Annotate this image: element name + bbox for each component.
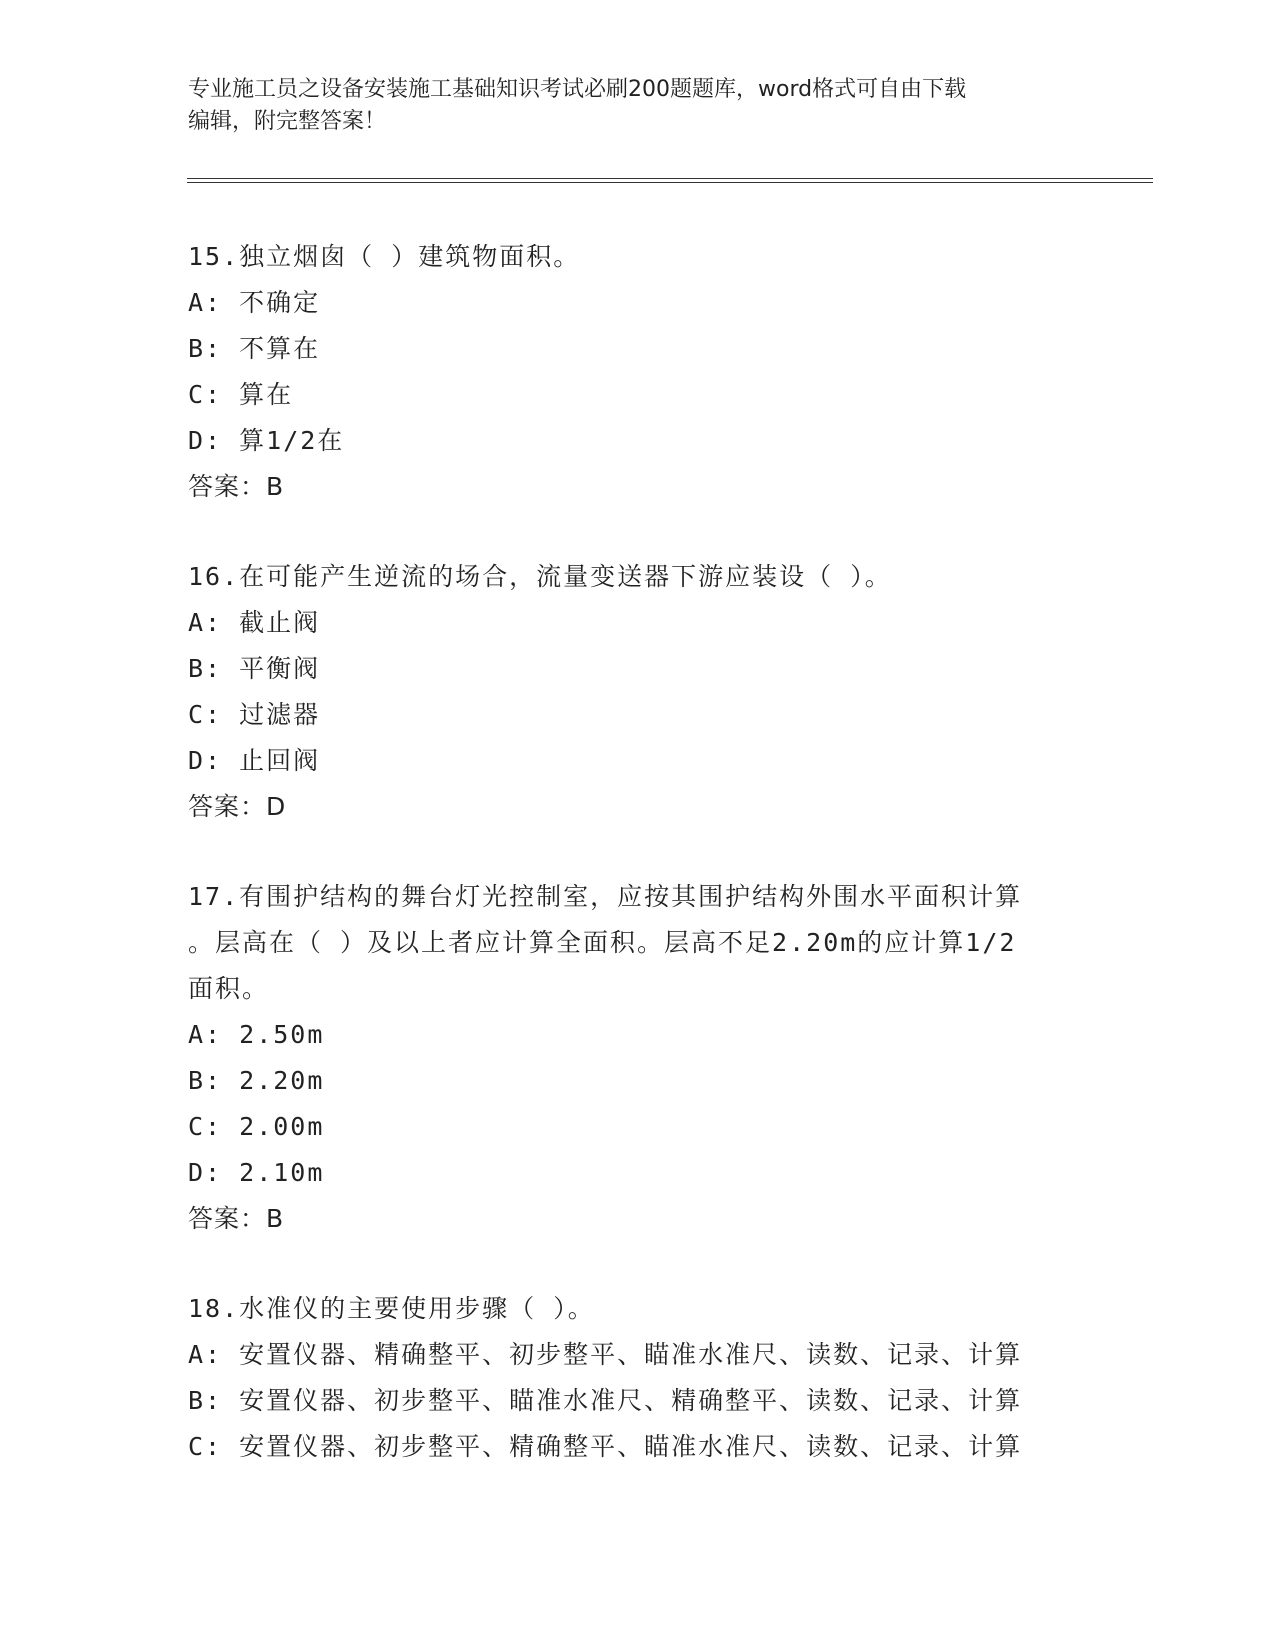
question-stem: 15.独立烟囱（ ）建筑物面积。 [188, 242, 581, 271]
header-title-line-2: 编辑，附完整答案！ [188, 109, 387, 134]
option-b: B: 2.20m [188, 1066, 325, 1095]
header-divider [187, 178, 1153, 183]
question-list [188, 234, 1088, 1470]
option-d: D: 止回阀 [188, 746, 321, 775]
question-16 [188, 554, 1088, 830]
question-18 [188, 1286, 1088, 1470]
question-spacer [188, 830, 1088, 874]
option-c: C: 过滤器 [188, 700, 321, 729]
question-stem: 18.水准仪的主要使用步骤（ ）。 [188, 1294, 595, 1323]
option-b: B: 平衡阀 [188, 654, 321, 683]
option-a: A: 截止阀 [188, 608, 321, 637]
option-c: C: 算在 [188, 380, 294, 409]
option-a: A: 不确定 [188, 288, 321, 317]
option-c: C: 安置仪器、初步整平、精确整平、瞄准水准尺、读数、记录、计算 [188, 1432, 1023, 1461]
question-stem-line-2: 。层高在（ ）及以上者应计算全面积。层高不足2.20m的应计算1/2 [188, 928, 1017, 957]
answer-line: 答案：D [188, 792, 287, 821]
answer-line: 答案：B [188, 472, 285, 501]
question-stem-line-3: 面积。 [188, 974, 270, 1003]
question-stem: 16.在可能产生逆流的场合，流量变送器下游应装设（ ）。 [188, 562, 892, 591]
question-stem-line-1: 17.有围护结构的舞台灯光控制室，应按其围护结构外围水平面积计算 [188, 882, 1023, 911]
question-17 [188, 874, 1088, 1242]
option-b: B: 安置仪器、初步整平、瞄准水准尺、精确整平、读数、记录、计算 [188, 1386, 1023, 1415]
option-a: A: 安置仪器、精确整平、初步整平、瞄准水准尺、读数、记录、计算 [188, 1340, 1023, 1369]
answer-line: 答案：B [188, 1204, 285, 1233]
header-title-line-1: 专业施工员之设备安装施工基础知识考试必刷200题题库，word格式可自由下载 [188, 77, 967, 102]
option-c: C: 2.00m [188, 1112, 325, 1141]
question-15 [188, 234, 1088, 510]
option-a: A: 2.50m [188, 1020, 325, 1049]
option-b: B: 不算在 [188, 334, 321, 363]
question-spacer [188, 510, 1088, 554]
question-spacer [188, 1242, 1088, 1286]
document-header [188, 74, 1068, 138]
option-d: D: 2.10m [188, 1158, 325, 1187]
option-d: D: 算1/2在 [188, 426, 345, 455]
